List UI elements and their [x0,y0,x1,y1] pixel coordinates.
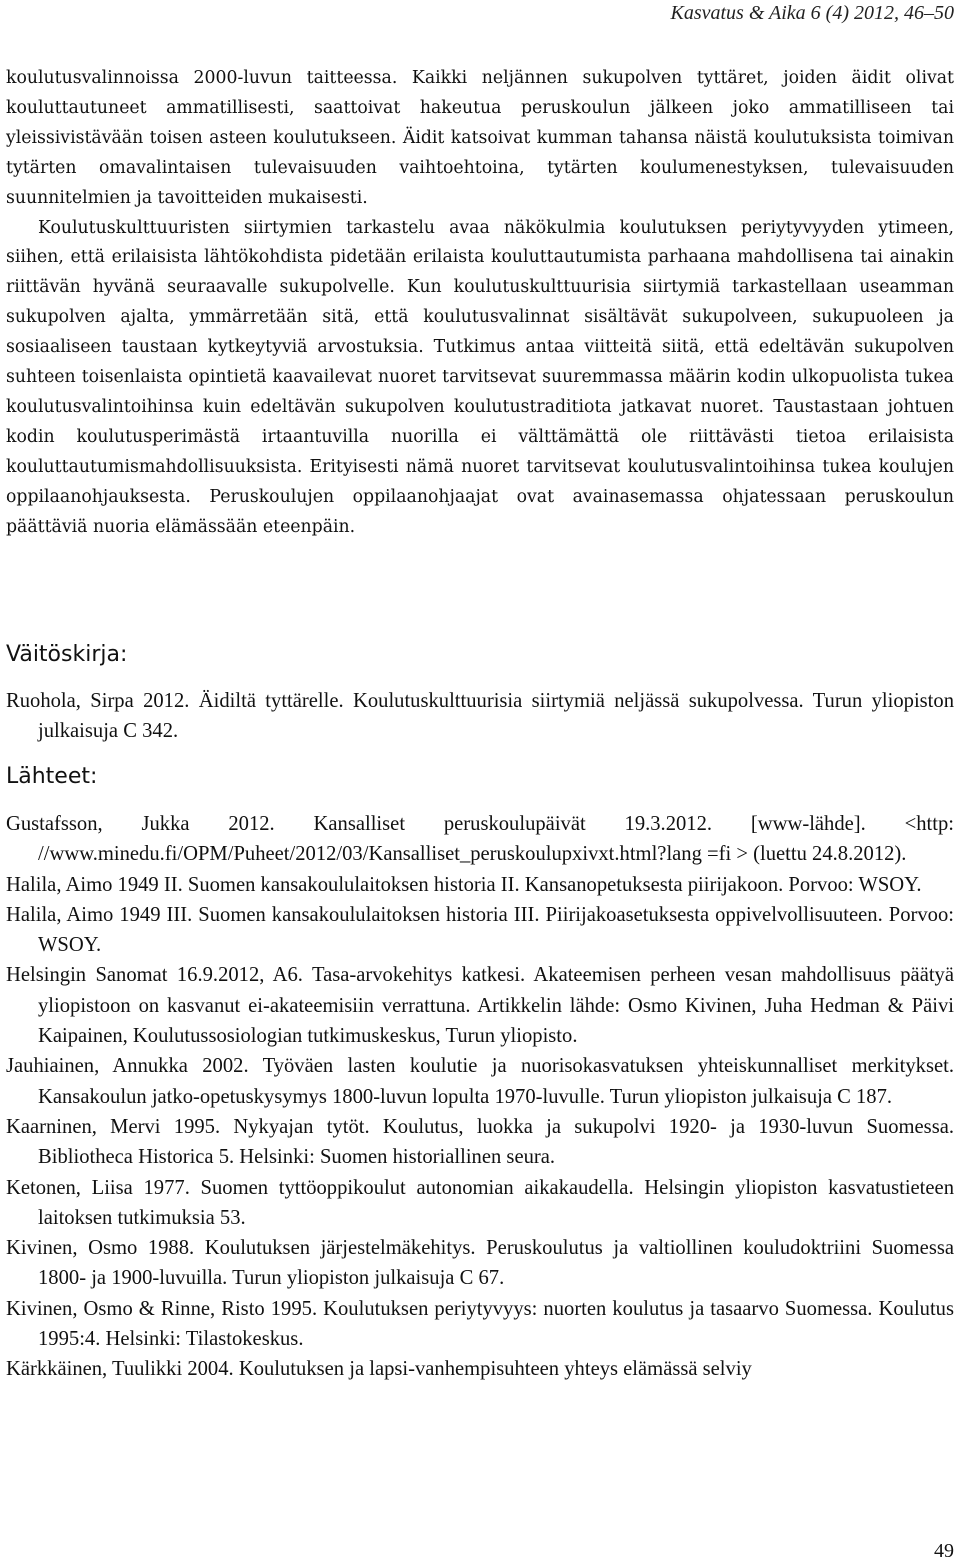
page-number: 49 [934,1540,954,1562]
source-item: Kivinen, Osmo & Rinne, Risto 1995. Koulutuksen periytyvyys: nuorten koulutus ja tasaarvo Suomessa. Koulutus 1995:4. Helsinki: Tilastokeskus. [6,1297,954,1351]
source-item: Ketonen, Liisa 1977. Suomen tyttöoppikoulut autonomian aikakaudella. Helsingin yliopiston kasvatustieteen laitoksen tutkimuksia 53. [6,1176,954,1229]
sources-heading: Lähteet: [6,764,98,789]
source-item: Kärkkäinen, Tuulikki 2004. Koulutuksen ja lapsi-vanhempisuhteen yhteys elämässä selviy [6,1358,752,1381]
dissertation-reference-list [6,686,954,747]
body-paragraph: koulutusvalinnoissa 2000-luvun taitteessa. Kaikki neljännen sukupolven tyttäret, joiden äidit olivat kouluttautuneet ammatillisesti, saattoivat hakeutua peruskoulun jälkeen joko ammatilliseen tai yleissivistävään toisen asteen koulutukseen. Äidit katsoivat kumman tahansa näistä koulutuksista toimivan tytärten omavalintaisen tulevaisuuden vaihtoehtoina, tytärten koulumenestyksen, tulevaisuuden suunnitelmien ja tavoitteiden mukaisesti. [6,68,954,208]
article-body [6,64,954,543]
dissertation-heading: Väitöskirja: [6,642,128,667]
sources-list [6,809,954,1385]
source-item: Halila, Aimo 1949 II. Suomen kansakoululaitoksen historia II. Kansanopetuksesta piirijakoon. Porvoo: WSOY. [6,873,922,896]
source-item: Kaarninen, Mervi 1995. Nykyajan tytöt. Koulutus, luokka ja sukupolvi 1920- ja 1930-luvun Suomessa. Bibliotheca Historica 5. Helsinki: Suomen historiallinen seura. [6,1115,954,1169]
source-item: Kivinen, Osmo 1988. Koulutuksen järjestelmäkehitys. Peruskoulutus ja valtiollinen kouludoktriini Suomessa 1800- ja 1900-luvuilla. Turun yliopiston julkaisuja C 67. [6,1237,954,1290]
running-header: Kasvatus & Aika 6 (4) 2012, 46–50 [670,2,954,24]
source-item: Jauhiainen, Annukka 2002. Työväen lasten koulutie ja nuorisokasvatuksen yhteiskunnalliset merkitykset. Kansakoulun jatko-opetuskysymys 1800-luvun lopulta 1970-luvulle. Turun yliopiston julkaisuja C 187. [6,1055,954,1108]
source-item: Helsingin Sanomat 16.9.2012, A6. Tasa-arvokehitys katkesi. Akateemisen perheen vesan mahdollisuus päätyä yliopistoon on kasvanut ei-akateemisiin verrattuna. Artikkelin lähde: Osmo Kivinen, Juha Hedman & Päivi Kaipainen, Koulutussosiologian tutkimuskeskus, Turun yliopisto. [6,964,954,1048]
body-paragraph: Koulutuskulttuuristen siirtymien tarkastelu avaa näkökulmia koulutuksen periytyvyyden ytimeen, siihen, että erilaisista lähtökohdista pidetään erilaista kouluttautumista parhaana mahdollisena tai ainakin riittävän hyvänä seuraavalle sukupolvelle. Kun koulutuskulttuurisia siirtymiä tarkastellaan useamman sukupolven ajalta, ymmärretään sitä, että koulutusvalinnat sisältävät sukupolveen, sukupuoleen ja sosiaaliseen taustaan kytkeytyviä arvostuksia. Tutkimus antaa viitteitä siitä, että edeltävän sukupolven suhteen toisenlaista opintietä kaavailevat nuoret tarvitsevat suuremmassa määrin kodin ulkopuolista tukea koulutusvalintoihinsa kuin edeltävän sukupolven koulutustraditiota jatkavat nuoret. Taustastaan johtuen kodin koulutusperimästä irtaantuvilla nuorilla ei välttämättä ole riittävästi tietoa erilaisista kouluttautumismahdollisuuksista. Erityisesti nämä nuoret tarvitsevat koulutusvalintoihinsa tukea koulujen oppilaanohjauksesta. Peruskoulujen oppilaanohjaajat ovat avainasemassa ohjatessaan peruskoulun päättäviä nuoria elämässään eteenpäin. [6,217,954,537]
source-item: Gustafsson, Jukka 2012. Kansalliset peruskoulupäivät 19.3.2012. [www-lähde]. <http: //www.minedu.fi/OPM/Puheet/2012/03/Kansalliset_peruskoulupxivxt.html?lang =fi > (luettu 24.8.2012). [6,813,954,866]
source-item: Halila, Aimo 1949 III. Suomen kansakoululaitoksen historia III. Piirijakoasetuksesta oppivelvollisuuteen. Porvoo: WSOY. [6,903,954,957]
dissertation-reference: Ruohola, Sirpa 2012. Äidiltä tyttärelle. Koulutuskulttuurisia siirtymiä neljässä sukupolvessa. Turun yliopiston julkaisuja C 342. [6,690,954,743]
